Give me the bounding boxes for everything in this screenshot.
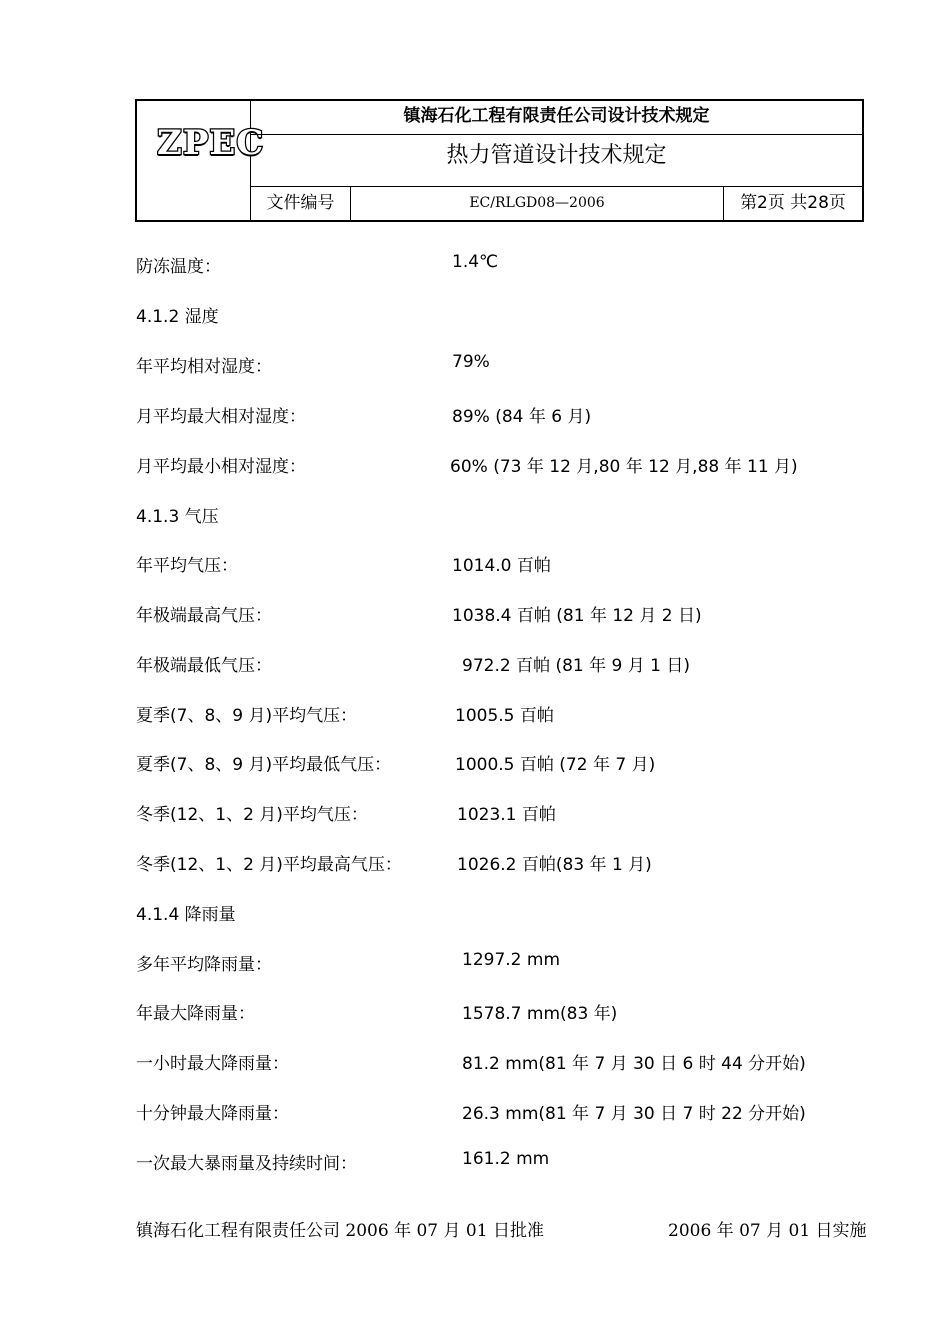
line-label: 冬季(12、1、2 月)平均最高气压： [136, 855, 402, 875]
line-value: 972.2 百帕 (81 年 9 月 1 日) [462, 656, 691, 676]
line-value: 60% (73 年 12 月,80 年 12 月,88 年 11 月) [450, 457, 798, 477]
line-value: 1000.5 百帕 (72 年 7 月) [455, 755, 656, 775]
line-label: 一次最大暴雨量及持续时间： [136, 1154, 357, 1174]
line-value: 1578.7 mm(83 年) [462, 1004, 618, 1024]
line-value: 161.2 mm [462, 1149, 550, 1169]
document-header [135, 99, 864, 222]
document-title: 热力管道设计技术规定 [251, 135, 862, 187]
line-label: 夏季(7、8、9 月)平均最低气压： [136, 755, 392, 775]
line-value: 81.2 mm(81 年 7 月 30 日 6 时 44 分开始) [462, 1054, 806, 1074]
line-label: 年最大降雨量： [136, 1004, 255, 1024]
line-value: 1297.2 mm [462, 950, 561, 970]
line-label: 月平均最大相对湿度： [136, 407, 306, 427]
file-number-label: 文件编号 [251, 187, 351, 220]
line-value: 26.3 mm(81 年 7 月 30 日 7 时 22 分开始) [462, 1104, 806, 1124]
section-heading: 4.1.3 气压 [136, 507, 219, 527]
line-label: 冬季(12、1、2 月)平均气压： [136, 805, 368, 825]
line-label: 年极端最高气压： [136, 606, 272, 626]
footer-approval: 镇海石化工程有限责任公司 2006 年 07 月 01 日批准 [136, 1221, 544, 1241]
line-value: 1005.5 百帕 [455, 706, 554, 726]
line-label: 年平均相对湿度： [136, 357, 272, 377]
company-logo: ZPEC [157, 123, 265, 163]
line-label: 十分钟最大降雨量： [136, 1104, 289, 1124]
company-name: 镇海石化工程有限责任公司设计技术规定 [251, 101, 862, 135]
section-heading: 4.1.2 湿度 [136, 307, 219, 327]
footer-effective: 2006 年 07 月 01 日实施 [668, 1221, 867, 1241]
line-value: 1026.2 百帕(83 年 1 月) [457, 855, 652, 875]
file-number: EC/RLGD08—2006 [351, 187, 724, 220]
line-label: 防冻温度： [136, 257, 221, 277]
line-value: 89% (84 年 6 月) [452, 407, 592, 427]
section-heading: 4.1.4 降雨量 [136, 905, 236, 925]
line-label: 一小时最大降雨量： [136, 1054, 289, 1074]
line-value: 79% [452, 352, 490, 372]
line-label: 多年平均降雨量： [136, 955, 272, 975]
line-value: 1038.4 百帕 (81 年 12 月 2 日) [452, 606, 702, 626]
line-label: 月平均最小相对湿度： [136, 457, 306, 477]
logo-cell [137, 101, 265, 220]
page-info: 第2页 共28页 [740, 193, 846, 213]
line-value: 1.4℃ [452, 252, 499, 272]
line-label: 年平均气压： [136, 556, 238, 576]
line-value: 1023.1 百帕 [457, 805, 556, 825]
line-label: 年极端最低气压： [136, 656, 272, 676]
line-value: 1014.0 百帕 [452, 556, 551, 576]
line-label: 夏季(7、8、9 月)平均气压： [136, 706, 358, 726]
